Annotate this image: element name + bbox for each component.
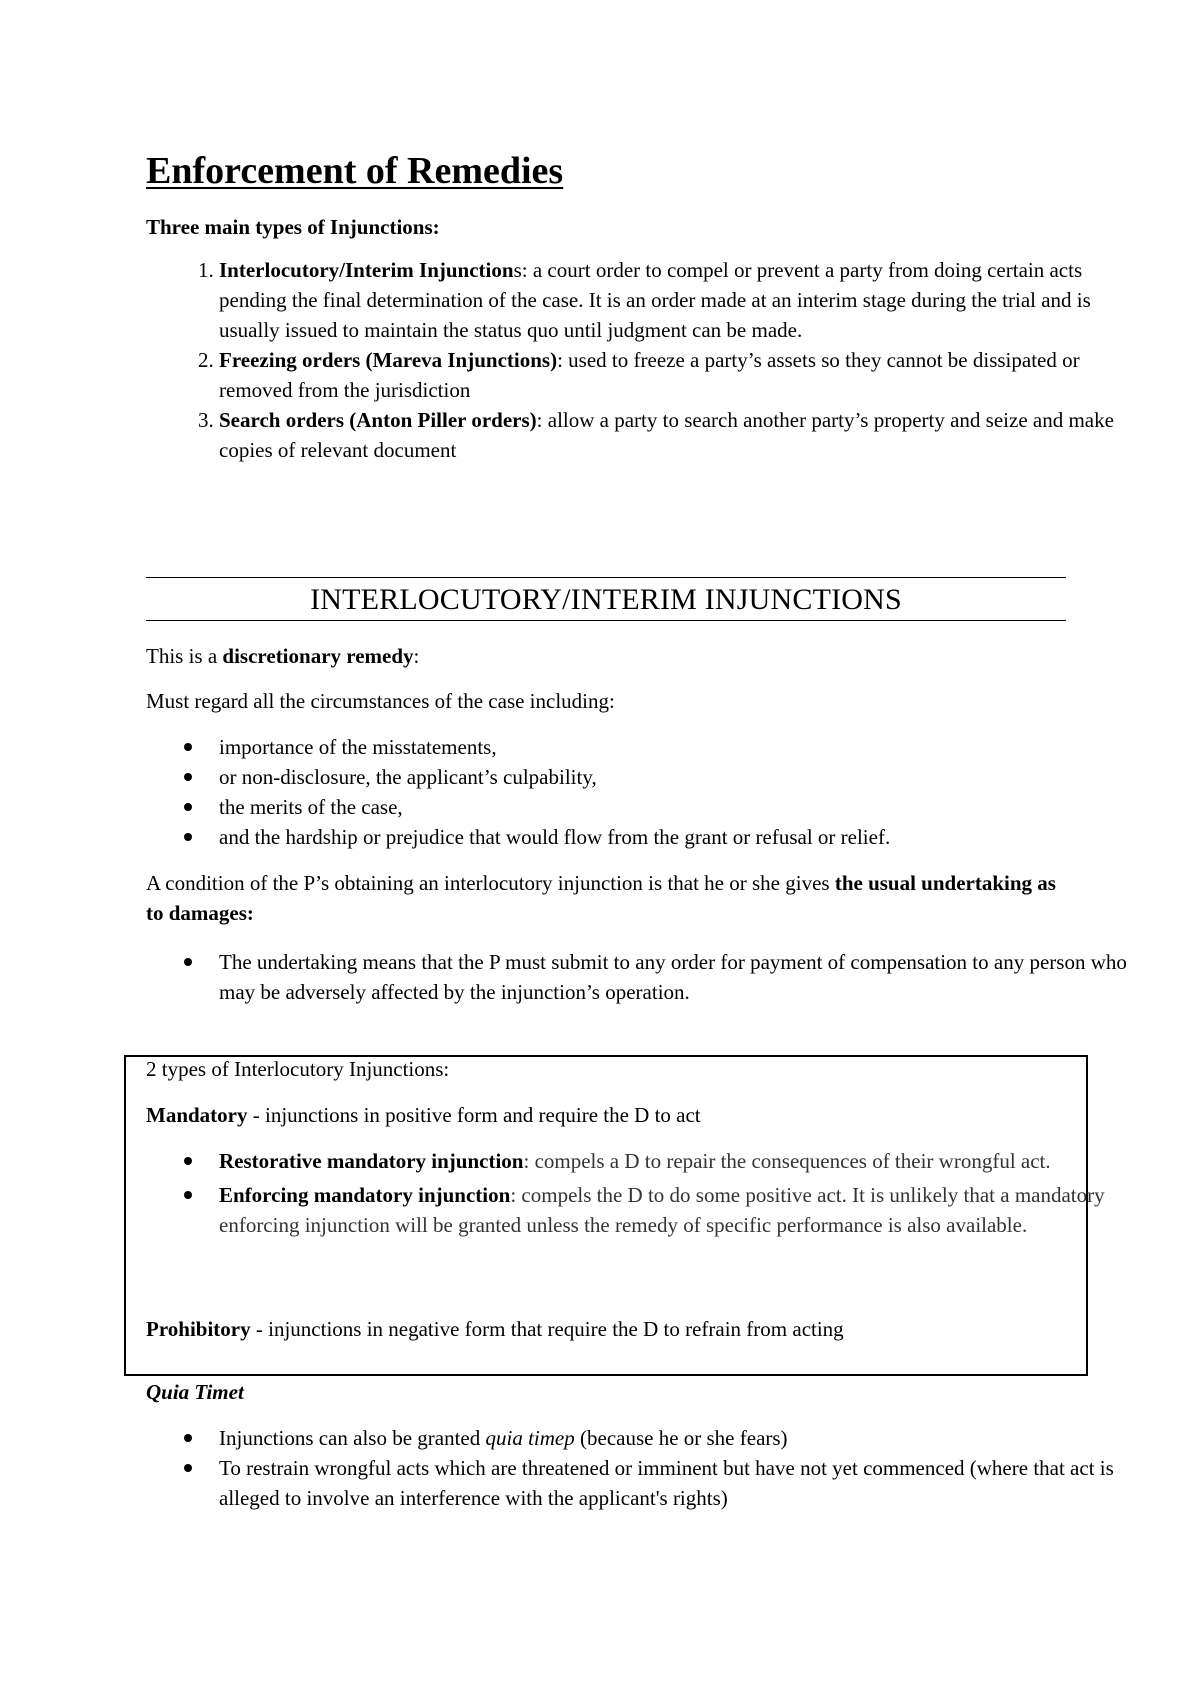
text: Injunctions can also be granted [219, 1426, 486, 1450]
text: - injunctions in positive form and require the D to act [247, 1103, 701, 1127]
section-heading: INTERLOCUTORY/INTERIM INJUNCTIONS [310, 583, 902, 616]
text: (because he or she fears) [574, 1426, 788, 1450]
list-item [219, 345, 1149, 405]
types-subheading: Three main types of Injunctions: [146, 215, 440, 239]
definition: : a court order to compel or prevent a party from doing certain acts pending the final determination of the case. It is an order made at an interim stage during the trial and is usually issued to maintain the status quo until judgment can be made. [219, 258, 1091, 342]
text: - injunctions in negative form that require the D to refrain from acting [250, 1317, 844, 1341]
definition: : used to freeze a party’s assets so they cannot be dissipated or removed from the jurisdiction [219, 348, 1080, 402]
text: A condition of the P’s obtaining an interlocutory injunction is that he or she gives [146, 871, 835, 895]
text: : compels the D to do some positive act. It is unlikely that a mandatory enforcing injunction will be granted unless the remedy of specific performance is also available. [219, 1183, 1105, 1237]
list-item [219, 405, 1149, 465]
quia-timet-list [146, 1423, 1139, 1513]
mandatory-paragraph [146, 1100, 1066, 1130]
injunction-types-list [146, 255, 1149, 465]
term: Search orders (Anton Piller orders) [219, 408, 537, 432]
list-item [219, 1180, 1139, 1240]
italic-text: quia timep [485, 1426, 575, 1450]
box-intro: 2 types of Interlocutory Injunctions: [146, 1057, 450, 1081]
list-item: To restrain wrongful acts which are threatened or imminent but have not yet commenced (where that act is alleged to involve an interference with the applicant's rights) [219, 1453, 1139, 1513]
discretionary-paragraph [146, 641, 1066, 671]
list-item [219, 1146, 1139, 1176]
list-item [219, 255, 1149, 345]
list-item: and the hardship or prejudice that would flow from the grant or refusal or relief. [219, 822, 1139, 852]
bold-text: Mandatory [146, 1103, 248, 1127]
term: Interlocutory/Interim Injunction [219, 258, 514, 282]
list-item: importance of the misstatements, [219, 732, 1139, 762]
list-item: the merits of the case, [219, 792, 1139, 822]
list-item: or non-disclosure, the applicant’s culpability, [219, 762, 1139, 792]
interlocutory-types-box [124, 1055, 1105, 1376]
prohibitory-paragraph [146, 1314, 1066, 1344]
definition: : allow a party to search another party’s property and seize and make copies of relevant document [219, 408, 1114, 462]
list-item [219, 1423, 1139, 1453]
mandatory-list [146, 1146, 1139, 1240]
circumstances-list [146, 732, 1139, 852]
bold-text: Prohibitory [146, 1317, 251, 1341]
section-rule-bottom [146, 620, 1066, 621]
bold-text: Restorative mandatory injunction [219, 1149, 524, 1173]
circumstances-intro: Must regard all the circumstances of the case including: [146, 689, 615, 713]
term: Freezing orders (Mareva Injunctions) [219, 348, 558, 372]
quia-timet-heading: Quia Timet [146, 1380, 244, 1404]
condition-paragraph [146, 868, 1066, 928]
bold-text: the usual undertaking as to damages: [146, 871, 1056, 925]
undertaking-list [146, 947, 1139, 1007]
section-rule-top [146, 577, 1066, 578]
term-tail: s [513, 258, 522, 282]
page-title: Enforcement of Remedies [146, 150, 564, 192]
text: This is a [146, 644, 223, 668]
list-item: The undertaking means that the P must submit to any order for payment of compensation to any person who may be adversely affected by the injunction’s operation. [219, 947, 1139, 1007]
text: : compels a D to repair the consequences of their wrongful act. [523, 1149, 1051, 1173]
bold-text: discretionary remedy [222, 644, 414, 668]
bold-text: Enforcing mandatory injunction [219, 1183, 511, 1207]
text: : [413, 644, 420, 668]
